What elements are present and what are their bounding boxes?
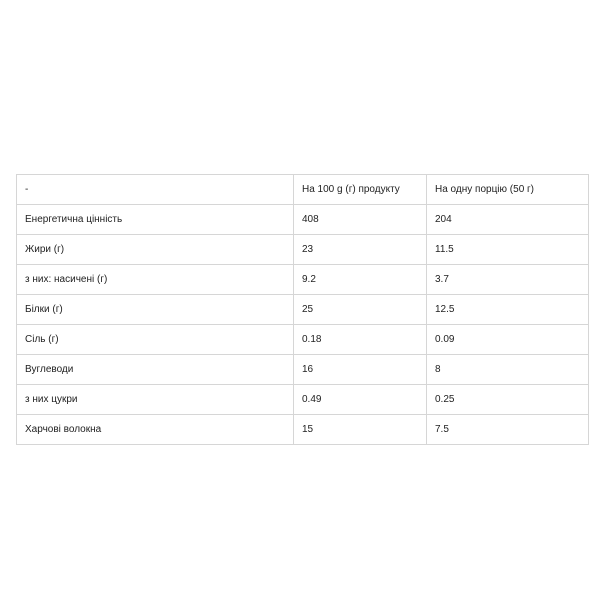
per-100g-value-cell: 9.2 xyxy=(294,265,427,295)
table-row xyxy=(17,265,589,295)
per-100g-value-cell: 0.49 xyxy=(294,385,427,415)
nutrient-name-cell: Жири (г) xyxy=(17,235,294,265)
table-header-row xyxy=(17,175,589,205)
per-100g-value-cell: 408 xyxy=(294,205,427,235)
header-cell-per-serving: На одну порцію (50 г) xyxy=(427,175,589,205)
per-serving-value-cell: 7.5 xyxy=(427,415,589,445)
nutrient-name-cell: Білки (г) xyxy=(17,295,294,325)
table-row xyxy=(17,325,589,355)
per-serving-value-cell: 12.5 xyxy=(427,295,589,325)
per-serving-value-cell: 3.7 xyxy=(427,265,589,295)
nutrient-name-cell: Харчові волокна xyxy=(17,415,294,445)
per-100g-value-cell: 25 xyxy=(294,295,427,325)
per-100g-value-cell: 0.18 xyxy=(294,325,427,355)
nutrient-name-cell: з них: насичені (г) xyxy=(17,265,294,295)
per-100g-value-cell: 16 xyxy=(294,355,427,385)
table-row xyxy=(17,415,589,445)
table-row xyxy=(17,355,589,385)
nutrition-table xyxy=(16,174,589,445)
table-row xyxy=(17,385,589,415)
table-row xyxy=(17,235,589,265)
table-row xyxy=(17,295,589,325)
header-cell-nutrient: - xyxy=(17,175,294,205)
header-cell-per-100g: На 100 g (г) продукту xyxy=(294,175,427,205)
per-serving-value-cell: 11.5 xyxy=(427,235,589,265)
nutrient-name-cell: Сіль (г) xyxy=(17,325,294,355)
per-serving-value-cell: 0.09 xyxy=(427,325,589,355)
per-100g-value-cell: 15 xyxy=(294,415,427,445)
per-serving-value-cell: 204 xyxy=(427,205,589,235)
nutrient-name-cell: Енергетична цінність xyxy=(17,205,294,235)
per-serving-value-cell: 8 xyxy=(427,355,589,385)
per-serving-value-cell: 0.25 xyxy=(427,385,589,415)
nutrient-name-cell: Вуглеводи xyxy=(17,355,294,385)
per-100g-value-cell: 23 xyxy=(294,235,427,265)
table-row xyxy=(17,205,589,235)
nutrient-name-cell: з них цукри xyxy=(17,385,294,415)
